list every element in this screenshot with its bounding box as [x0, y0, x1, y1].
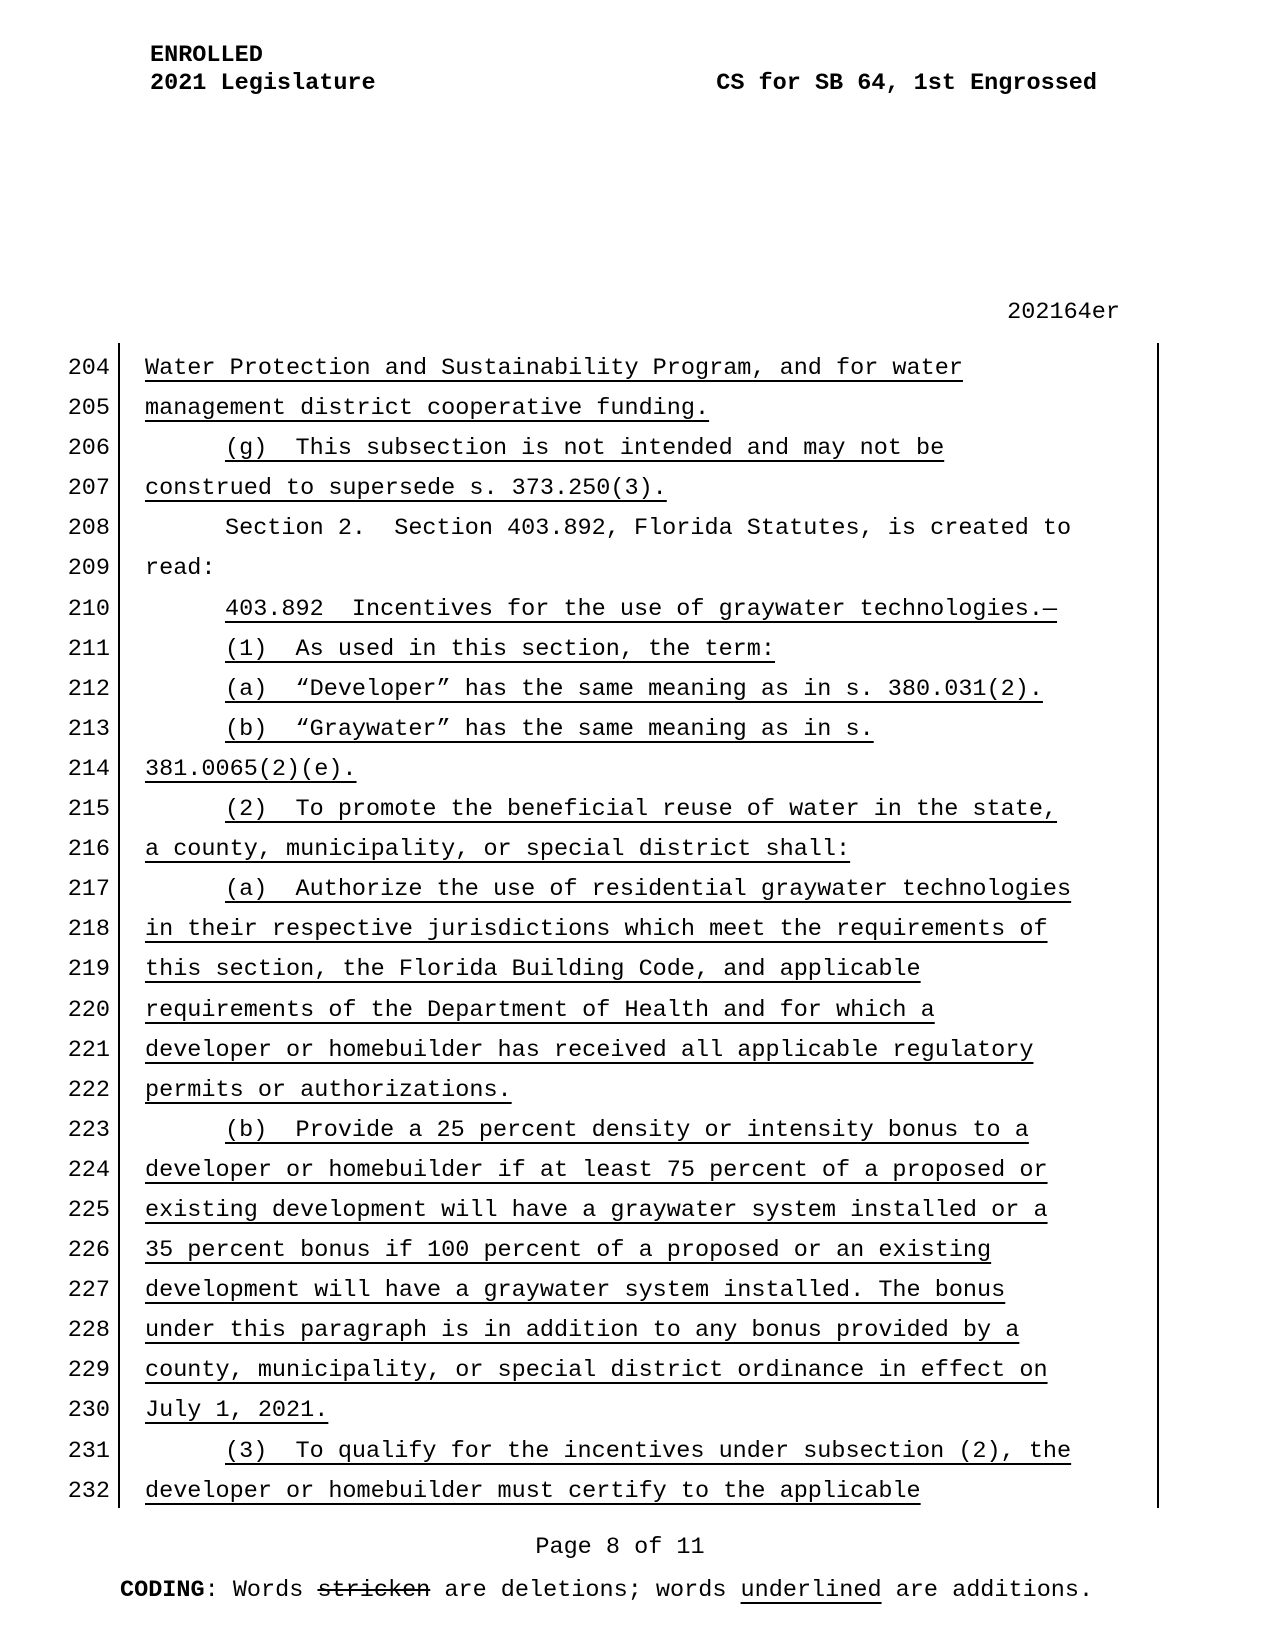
bill-line	[0, 830, 1275, 870]
line-text: management district cooperative funding.	[145, 395, 710, 423]
line-text: a county, municipality, or special district shall:	[145, 836, 851, 864]
line-text: (b) “Graywater” has the same meaning as in s.	[225, 715, 874, 743]
line-number: 221	[67, 1036, 110, 1064]
line-number: 209	[67, 555, 110, 583]
line-text: read:	[145, 555, 216, 583]
coding-segment-normal: : Words	[204, 1577, 318, 1604]
bill-line	[0, 1391, 1275, 1431]
line-number: 218	[67, 916, 110, 944]
header-session: 2021 Legislature	[150, 70, 376, 97]
line-text: existing development will have a graywater system installed or a	[145, 1196, 1048, 1224]
line-text: 35 percent bonus if 100 percent of a proposed or an existing	[145, 1237, 992, 1265]
bill-line	[0, 1472, 1275, 1512]
line-text: (3) To qualify for the incentives under subsection (2), the	[225, 1437, 1072, 1465]
line-number: 230	[67, 1397, 110, 1425]
line-number: 231	[67, 1437, 110, 1465]
line-text: Section 2. Section 403.892, Florida Statutes, is created to	[225, 515, 1072, 543]
line-number: 214	[67, 755, 110, 783]
bill-text-lines	[0, 349, 1275, 1512]
line-number: 212	[67, 675, 110, 703]
line-text: 403.892 Incentives for the use of graywater technologies.—	[225, 595, 1058, 623]
line-text: this section, the Florida Building Code, and applicable	[145, 956, 921, 984]
line-number: 229	[67, 1357, 110, 1385]
coding-segment-underline: underlined	[740, 1577, 882, 1604]
line-number: 210	[67, 595, 110, 623]
bill-status: ENROLLED	[150, 42, 263, 69]
line-text: county, municipality, or special district ordinance in effect on	[145, 1357, 1048, 1385]
bill-line	[0, 950, 1275, 990]
bill-line	[0, 790, 1275, 830]
bill-line	[0, 870, 1275, 910]
line-number: 228	[67, 1317, 110, 1345]
line-number: 220	[67, 996, 110, 1024]
bill-line	[0, 710, 1275, 750]
line-text: (g) This subsection is not intended and may not be	[225, 435, 945, 463]
bill-line	[0, 670, 1275, 710]
bill-line	[0, 1031, 1275, 1071]
bill-line	[0, 1231, 1275, 1271]
bill-line	[0, 389, 1275, 429]
bill-line	[0, 469, 1275, 509]
line-text: developer or homebuilder must certify to the applicable	[145, 1477, 921, 1505]
line-text: July 1, 2021.	[145, 1397, 329, 1425]
line-text: 381.0065(2)(e).	[145, 755, 357, 783]
bill-line	[0, 991, 1275, 1031]
line-number: 213	[67, 715, 110, 743]
line-text: (a) “Developer” has the same meaning as in s. 380.031(2).	[225, 675, 1043, 703]
bill-line	[0, 1311, 1275, 1351]
line-text: developer or homebuilder if at least 75 percent of a proposed or	[145, 1156, 1048, 1184]
line-number: 211	[67, 635, 110, 663]
line-text: (a) Authorize the use of residential graywater technologies	[225, 876, 1072, 904]
bill-line	[0, 750, 1275, 790]
coding-segment-normal: are additions.	[881, 1577, 1094, 1604]
bill-line	[0, 509, 1275, 549]
bill-line	[0, 349, 1275, 389]
bill-line	[0, 1432, 1275, 1472]
line-number: 225	[67, 1196, 110, 1224]
line-text: (2) To promote the beneficial reuse of water in the state,	[225, 796, 1058, 824]
bill-line	[0, 1271, 1275, 1311]
bill-line	[0, 1111, 1275, 1151]
line-number: 208	[67, 515, 110, 543]
coding-segment-normal: are deletions; words	[430, 1577, 741, 1604]
line-text: in their respective jurisdictions which meet the requirements of	[145, 916, 1048, 944]
page-number: Page 8 of 11	[535, 1534, 705, 1561]
doc-id: 202164er	[1007, 299, 1120, 326]
line-text: developer or homebuilder has received all applicable regulatory	[145, 1036, 1034, 1064]
line-number: 227	[67, 1277, 110, 1305]
line-number: 217	[67, 876, 110, 904]
bill-line	[0, 429, 1275, 469]
bill-line	[0, 1191, 1275, 1231]
line-text: (1) As used in this section, the term:	[225, 635, 775, 663]
line-number: 232	[67, 1477, 110, 1505]
line-number: 206	[67, 435, 110, 463]
line-number: 205	[67, 395, 110, 423]
line-number: 226	[67, 1237, 110, 1265]
line-number: 207	[67, 475, 110, 503]
line-text: permits or authorizations.	[145, 1076, 512, 1104]
line-text: Water Protection and Sustainability Program, and for water	[145, 355, 963, 382]
line-text: (b) Provide a 25 percent density or intensity bonus to a	[225, 1116, 1029, 1144]
line-text: requirements of the Department of Health and for which a	[145, 996, 935, 1024]
header-bill-title: CS for SB 64, 1st Engrossed	[716, 70, 1097, 97]
line-text: under this paragraph is in addition to any bonus provided by a	[145, 1317, 1020, 1345]
line-number: 216	[67, 836, 110, 864]
coding-segment-strike: stricken	[317, 1577, 431, 1604]
coding-segment-bold: CODING	[120, 1577, 205, 1604]
bill-line	[0, 1071, 1275, 1111]
bill-line	[0, 1151, 1275, 1191]
line-number: 223	[67, 1116, 110, 1144]
line-number: 224	[67, 1156, 110, 1184]
bill-line	[0, 630, 1275, 670]
bill-line	[0, 910, 1275, 950]
line-number: 215	[67, 796, 110, 824]
line-number: 204	[67, 355, 110, 382]
line-text: construed to supersede s. 373.250(3).	[145, 475, 667, 503]
bill-line	[0, 1351, 1275, 1391]
bill-line	[0, 549, 1275, 589]
line-number: 222	[67, 1076, 110, 1104]
coding-legend	[120, 1576, 1093, 1606]
line-number: 219	[67, 956, 110, 984]
line-text: development will have a graywater system installed. The bonus	[145, 1277, 1006, 1305]
bill-line	[0, 590, 1275, 630]
